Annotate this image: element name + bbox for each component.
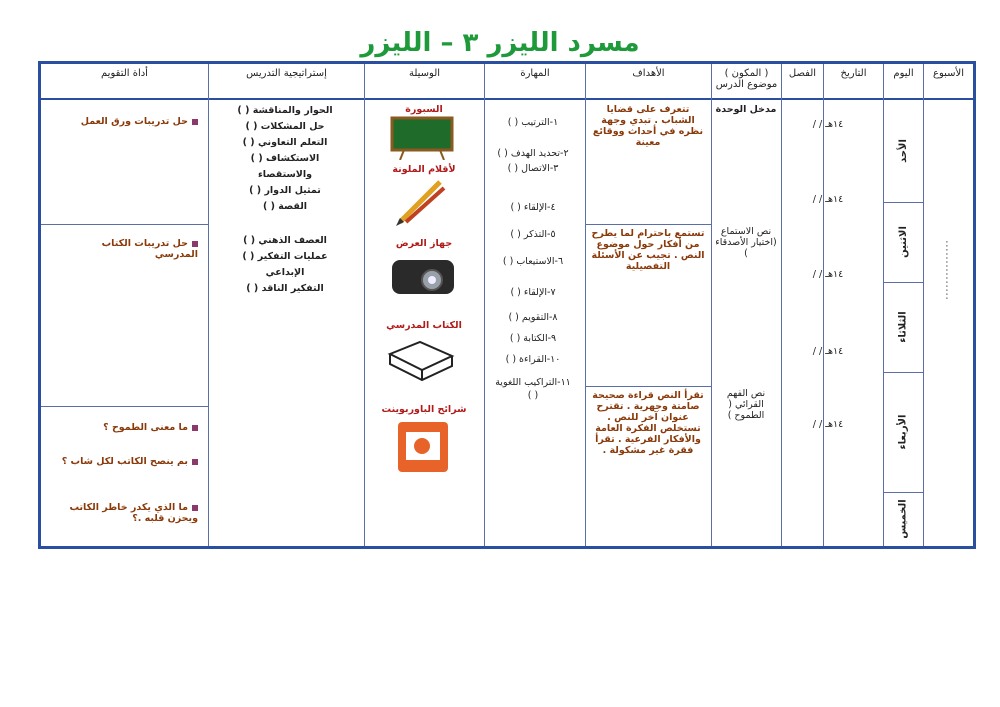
skill-item: ١-الترتيب ( ) xyxy=(507,117,559,128)
strategy-item: الحوار والمناقشة ( ) xyxy=(237,105,333,116)
tools-column xyxy=(364,64,484,546)
component-header: ( المكون ) موضوع الدرس xyxy=(712,64,781,100)
component-listening: نص الاستماع (اختيار الأصدقاء ) xyxy=(715,226,777,259)
skill-item: ٥-التذكر ( ) xyxy=(510,229,556,240)
evaluation-divider xyxy=(41,406,208,407)
bullet-icon xyxy=(192,241,198,247)
skill-item: ١٠-القراءة ( ) xyxy=(505,354,561,365)
day-thursday: الخميس xyxy=(897,499,909,539)
skill-item: ٢-تحديد الهدف ( ) xyxy=(497,148,569,159)
evaluation-question-2: بم ينصح الكاتب لكل شاب ؟ xyxy=(58,456,198,467)
skill-item: ١١-التراكيب اللغوية ( ) xyxy=(495,377,571,401)
day-header: اليوم xyxy=(884,64,923,100)
skill-column xyxy=(484,64,585,546)
tools-header: الوسيلة xyxy=(365,64,484,100)
skill-list xyxy=(495,116,571,404)
bullet-icon xyxy=(192,425,198,431)
date-value: / / ١٤هـ xyxy=(812,346,844,357)
class-header: الفصل xyxy=(782,64,823,100)
strategy-item: تمثيل الدوار ( ) xyxy=(249,185,321,196)
date-column xyxy=(823,64,883,546)
bullet-icon xyxy=(192,459,198,465)
evaluation-column xyxy=(41,64,208,546)
day-sunday: الأحد xyxy=(897,139,909,163)
strategy-item: حل المشكلات ( ) xyxy=(245,121,325,132)
colored-pencils-icon xyxy=(394,176,450,226)
evaluation-question-1: ما معنى الطموح ؟ xyxy=(58,422,198,433)
evaluation-divider xyxy=(41,224,208,225)
week-column xyxy=(923,64,973,546)
class-column xyxy=(781,64,823,546)
evaluation-item-2: حل تدريبات الكتاب المدرسي xyxy=(101,238,198,260)
skill-item: ٨-التقويم ( ) xyxy=(508,312,558,323)
component-reading: نص الفهم القرائي ( الطموح ) xyxy=(726,388,766,421)
skill-item: ٦-الاستيعاب ( ) xyxy=(502,256,564,267)
date-value: / / ١٤هـ xyxy=(812,194,844,205)
strategy-item: القصة ( ) xyxy=(262,201,308,212)
strategy-item: العصف الذهني ( ) xyxy=(243,235,327,246)
tool-label-board: السبورة xyxy=(405,104,443,115)
week-header: الأسبوع xyxy=(924,64,973,100)
bullet-icon xyxy=(192,505,198,511)
strategy-column xyxy=(208,64,364,546)
evaluation-question-3: ما الذي يكدر خاطر الكاتب ويحزن قلبه .؟ xyxy=(69,502,198,524)
projector-icon xyxy=(388,250,458,302)
objectives-divider xyxy=(586,224,711,225)
day-column xyxy=(883,64,923,546)
page-title: مسرد الليزر ٣ – الليزر xyxy=(360,28,640,58)
strategy-item: التعلم التعاوني ( ) xyxy=(242,137,328,148)
evaluation-header: أداة التقويم xyxy=(41,64,208,100)
skill-item: ٣-الاتصال ( ) xyxy=(507,163,559,174)
strategy-item: عمليات التفكير ( ) xyxy=(242,251,328,262)
blackboard-icon xyxy=(390,116,454,160)
tool-label-powerpoint: شرائح الباوربوينت xyxy=(381,404,467,415)
objective-2: تستمع باحترام لما يطرح من أفكار حول موضوع النص . تجيب عن الأسئلة التفصيلية xyxy=(591,228,705,272)
component-column xyxy=(711,64,781,546)
strategy-list-a xyxy=(220,104,350,216)
date-value: / / ١٤هـ xyxy=(812,419,844,430)
strategy-header: إستراتيجية التدريس xyxy=(209,64,364,100)
skill-item: ٩-الكتابة ( ) xyxy=(509,333,557,344)
skill-header: المهارة xyxy=(485,64,585,100)
bullet-icon xyxy=(192,119,198,125)
component-intro: مدخل الوحدة xyxy=(715,104,777,115)
skill-item: ٤-الإلقاء ( ) xyxy=(510,202,556,213)
strategy-item: التفكير الناقد ( ) xyxy=(246,283,324,294)
strategy-item: الإبداعي xyxy=(265,267,305,278)
strategy-item: الاستكشاف ( ) xyxy=(250,153,320,164)
day-tuesday: الثلاثاء xyxy=(897,311,909,343)
evaluation-item-1: حل تدريبات ورق العمل xyxy=(58,116,198,127)
lesson-plan-table xyxy=(38,61,976,549)
date-value: / / ١٤هـ xyxy=(812,119,844,130)
powerpoint-icon xyxy=(392,418,454,476)
objectives-divider xyxy=(586,386,711,387)
day-monday: الاثنين xyxy=(897,226,909,258)
objectives-column xyxy=(585,64,711,546)
strategy-list-b xyxy=(220,234,350,298)
tool-label-book: الكتاب المدرسي xyxy=(386,320,462,331)
date-value: / / ١٤هـ xyxy=(812,269,844,280)
day-wednesday: الأربعاء xyxy=(897,414,909,450)
objective-3: تقرأ النص قراءة صحيحة صامتة وجهرية . تقترح عنوان آخر للنص . تستخلص الفكرة العامة والأفكار الفرعية . تقرأ فقرة غير مشكولة . xyxy=(592,390,704,456)
objective-1: تتعرف على قضايا الشباب . تبدي وجهة نظره في أحداث ووقائع معينة xyxy=(592,104,704,148)
book-icon xyxy=(386,334,456,386)
skill-item: ٧-الإلقاء ( ) xyxy=(510,287,556,298)
week-value: ............... xyxy=(939,239,951,300)
tool-label-pens: لأقلام الملونة xyxy=(392,164,456,175)
objectives-header: الأهداف xyxy=(586,64,711,100)
tool-label-projector: جهاز العرض xyxy=(395,238,453,249)
date-header: التاريخ xyxy=(824,64,883,100)
strategy-item: والاستقصاء xyxy=(257,169,313,180)
